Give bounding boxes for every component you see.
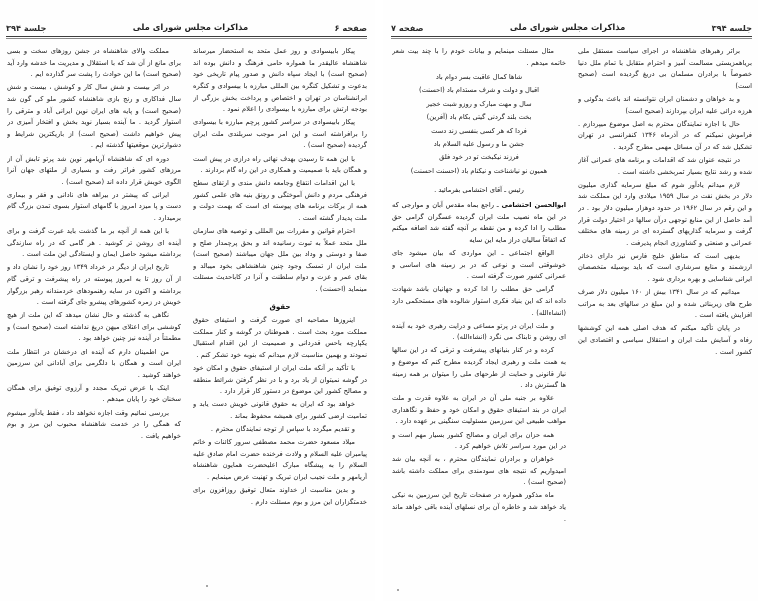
chairman-line: رئیس ـ آقای احتشامی بفرمائید . [434,186,524,195]
left-page-outer-column [578,46,752,594]
body-paragraph: با این اقدامات انتفاع وجامعه دانش مندی و ارتقای سطح فرهنگی مردم و دانش آموختگی و رونق بنیه های علمی کشور همه از برکات برنامه های پیوسته ای است که بهمت دولت و ملت پدیدار گشته است . [193,179,367,222]
verse-line: سال و مهت مبارک و روزو شبت خجیر [426,99,532,108]
body-paragraph: و بد خواهان و دشمنان ایران نتوانسته اند باعث بدگوئی و هرزه درائی علیه ایران بپردازند (صحیح است) [578,95,752,115]
body-paragraph: ایرانی که پیشتر در بیراهه های نادانی و فقر و بیماری دست و پا میزد امروز با گامهای استوار بسوی تمدن بزرگ گام برمیدارد . [7,190,181,222]
body-paragraph: نگاهی به گذشته و حال نشان میدهد که این ملت از هیچ کوششی برای اعتلای میهن دریغ نداشته است (صحیح است) و مطمئناً در آینده نیز چنین خواهد بود . [7,311,181,343]
body-paragraph: بررسی نمائیم وقت اجازه نخواهد داد ، فقط یادآور میشوم که همگی را در خدمت شاهنشاه محبوب این مرز و بوم خواهیم یافت . [7,408,181,440]
left-page-header-rule [391,36,752,37]
body-paragraph: الواقع اجتماعی ـ این مواردی که بیان میشود جای خوشوقتی است و نوعی که در بر زمینه های اساسی و عمرانی کشور صورت گرفته است . [392,249,566,281]
body-paragraph: و ملت ایران در پرتو مساعی و درایت رهبری خود به آینده ای روشن و تابناک می نگرد (انشاءالله) . [392,321,566,342]
right-page-center-title: مذاکرات مجلس شورای ملی [132,22,249,32]
right-page-inner-column [193,46,367,594]
right-page-running-head [6,9,367,35]
right-page-header-rule [6,36,367,37]
body-paragraph: مملکت والای شاهنشاه در جشن روزهای سخت و بسی برای مانع از آن شد که با استقلال و مدیریت ما خدشه وارد آید (صحیح است) ما این حوادث را پشت سر گذارده ایم . [7,47,181,79]
left-page-header-rule-thin [391,38,752,39]
right-page [0,0,375,601]
verse-line: اقبال و دولت و شرف مستدام باد (احسنت) [418,86,540,95]
body-paragraph: مثال مسئلت مینمایم و بیانات خودم را با چند بیت شعر خاتمه میدهم . [392,47,566,67]
body-paragraph: و بدین مناسبت از خداوند متعال توفیق روزافزون برای خدمتگزاران این مرز و بوم مسئلت دارم . [193,485,367,506]
body-paragraph: اینک با عرض تبریک مجدد و آرزوی توفیق برای همگان سخنان خود را پایان میدهم . [7,383,181,404]
body-paragraph: ماه مذکور همواره در صفحات تاریخ این سرزمین به نیکی یاد خواهد شد و خاطره آن برای نسلهای آینده باقی خواهد ماند . [392,491,566,523]
section-heading: حقوق [269,301,291,311]
body-paragraph: اینروزها مصاحبه ای صورت گرفت و استیفای حقوق مملکت مورد بحث است . هموطنان در گوشه و کنار مملکت یکپارچه باحس قدردانی و صمیمیت از این اقدام استقبال نمودند و بهمین مناسبت لازم میدانم که بنوبه خود تشکر کنم . [193,316,367,359]
left-page-running-head [391,9,752,35]
body-paragraph: احترام قوانین و مقررات بین المللی و توصیه های سازمان ملل متحد عملاً به ثبوت رسانیده اند و بحق پرچمدار صلح و صفا و دوستی و وداد بین ملل جهان میباشند (صحیح است) ملت ایران از تمسک وجود چنین شاهنشاهی بخود میبالد و بقای عمر و عزت و دوام سلطنت و آنرا در کاباحدیث مسئلت مینماید (احسنت) . [193,227,367,294]
body-paragraph: علاوه بر جنبه ملی آن در ایران به علاوه قدرت و ملت ایران در بند استیفای حقوق و امکان خود و حفظ و نگاهداری مواهب طبیعی این سرزمین مسئولیت سنگینی بر عهده دارد . [392,394,566,426]
verse-line: جشن ما و رسول علیه السلام باد [433,139,525,148]
body-paragraph: در پایان تأکید میکنم که هدف اصلی همه این کوششها رفاه و آسایش ملت ایران و استقلال سیاسی و اقتصادی این کشور است . [578,324,752,356]
body-paragraph: کرده و در کنار بنیانهای پیشرفت و ترقی که در این سالها به همت ملت و رهبری ایجاد گردیده مطرح کنم که موضوع و نیاز قانونی و حمایت از طرحهای ملی را میتوان بر همه زمینه ها گسترش داد . [392,346,566,390]
body-paragraph: پیکار بابیسوادی در سراسر کشور پرچم مبارزه با بیسوادی را برافراشته است و این امر موجب سربلندی ملت ایران گردیده (صحیح است) . [193,118,367,150]
right-page-number: صفحه ۶ [334,22,367,33]
body-paragraph: خواهران و برادران نمایندگان محترم ، به آنچه بیان شد امیدواریم که نتیجه های سودمندی برای مملکت داشته باشد (صحیح است) . [392,455,566,487]
body-paragraph: من اطمینان دارم که آینده ای درخشان در انتظار ملت ایران است و همگان با دلگرمی برای آبادانی این سرزمین خواهند کوشید . [7,347,181,379]
body-paragraph: گرامی حق مطلب را ادا کرده و جهانیان باشد شهادت داده اند که این بنیاد فکری استوار شالوده های مستحکمی دارد (انشاءالله) . [392,285,566,317]
right-page-outer-column [7,46,181,594]
page-gutter [375,0,383,601]
right-page-header-rule-thin [6,38,367,39]
body-paragraph: براثر رهبرهای شاهنشاه در اجرای سیاست مستقل ملی بریاهمزیستی مسالمت آمیز و احترام متقابل با تمام ملل دنیا خصوصاً با برادران مسلمان بی دریغ گردیده است (صحیح است) [578,47,752,90]
body-paragraph: پیکار بابیسوادی و روز عمل متحد به استحضار میرساند شاهنشاه عالیقدر ما همواره حامی فرهنگ و دانش بوده اند (صحیح است) با ایجاد سپاه دانش و صدور پیام تاریخی خود بدعوت و تشکیل کنگره بین المللی مبارزه با بیسوادی و کنگره ابرانشناسان در تهران و اختصاص و پرداخت بخش بزرگی از بودجه ارتش برای مبارزه با بیسوادی را اعلام نمود . [193,47,367,114]
body-paragraph: با این همه از آنچه بر ما گذشت باید عبرت گرفت و برای آینده ای روشن تر کوشید . هر گامی که در راه سازندگی برداشته میشود حاصل ایمان و ایستادگی این ملت است . [7,227,181,259]
body-paragraph: در اثر بیست و شش سال کار و کوشش ، بیست و شش سال فداکاری و رنج بازی شاهنشاه کشور ملو کی گون شد (صحیح است) و پایه های ایران نوین ایرانی آباد و مترقی را استوار گردید . ما آینده بسیار نوید بخش و افتخار آمیزی در پیش خواهیم داشت (صحیح است) از باریکترین شرایط و دشوارترین موقعیتها گذشته ایم . [7,83,181,150]
left-page [383,0,758,601]
verse-line: شاها کمال عاقبت بسر دوام باد [435,72,523,81]
scan-speck [206,585,208,587]
left-page-number: صفحه ۷ [391,22,424,33]
verse-line: همیون نو نیاشناخت و نیکنام باد (احسنت احسنت) [410,166,548,175]
body-paragraph: لازم میدانم یادآور شوم که مبلغ سرمایه گذاری میلیون دلار در بخش نفت در سال ۱۹۵۹ میلادی وارد این مملکت شد و این رقم در سال ۱۹۶۲ در حدود دوهزار میلیون دلار بود . در آمد حاصل از این منابع توجهی درآن سالها در اختیار دولت قرار گرفت و سرمایه گذاریهای گسترده ای در زمینه های مختلف عمرانی و صنعتی و کشاورزی انجام پذیرفت . [578,180,752,247]
body-paragraph: خواهد بود که ایران به حقوق قانونی خویش دست یابد و تمامیت ارضی کشور برای همیشه محفوظ بماند . [193,400,367,420]
body-paragraph: در نتیجه عنوان شد که اقدامات و برنامه های عمرانی آغاز شده و رشد نتایج بسیار ثمربخشی داشته است . [578,156,752,176]
verse-line: فردا که هر کسی بنفسی زند دست [431,126,527,135]
body-paragraph: میلاد مسعود حضرت محمد مصطفی سرور کائنات و خاتم پیامبران علیه السلام و ولادت فرخنده حضرت امام صادق علیه السلام را به پیشگاه مبارک اعلیحضرت همایون شاهنشاه آریامهر و ملت نجیب ایران تبریک و تهنیت عرض مینمایم . [193,438,367,481]
left-page-center-title: مذاکرات مجلس شورای ملی [509,22,626,32]
left-page-columns [391,46,752,594]
speaker-name: ابوالحسن احتشامی [501,201,566,210]
body-paragraph: و تقدیم میگردد با سپاس از توجه نمایندگان محترم . [210,425,355,433]
left-page-inner-column [392,46,566,594]
scan-speck [397,589,399,591]
right-page-session-label: جلسة ۳۹۴ [6,22,47,33]
body-paragraph: دوره ای که شاهنشاه آریامهر نوین شد پرتو تابش آن از مرزهای کشور فراتر رفت و بسیاری از ملتهای جهان آنرا الگوی خویش قرار داده اند (صحیح است) . [7,154,181,186]
body-paragraph: با این همه تا رسیدن بهدف نهائی راه درازی در پیش است و همگان باید با صمیمیت و همکاری در این راه گام بردارند . [193,154,367,175]
right-page-columns [6,46,367,594]
block-spacer [392,178,566,182]
speaker-paragraph: ابوالحسن احتشامی ـ راجع بماه مقدس آبان و موارجی که در این ماه نصیب ملت ایران گردیده عسگران گرامی حق مطلب را ادا کرده و من نقطه بر آنچه گفته شد اضافه میکنم که اتفاقاً سالیان دراز مایه این سایه [392,201,566,244]
body-paragraph: بدیهی است که مناطق خلیج فارس نیز دارای ذخائر ارزشمند و منابع سرشاری است که باید بوسیله متخصصان ایرانی شناسایی و بهره برداری شود . [578,251,752,283]
body-paragraph: تاریخ ایران از دیگر در خرداد ۱۳۴۹ روز خود را نشان داد و از آن روز تا به امروز پیوسته در راه پیشرفت و ترقی گام برداشته و اکنون در سایه رهنمودهای خردمندانه رهبر بزرگوار خویش در زمره کشورهای پیشرو جای گرفته است . [7,263,181,307]
left-page-session-label: جلسه ۳۹۴ [711,22,752,33]
verse-line: بخت بلند گردنی گیتی بکام باد (آفرین) [426,113,532,122]
verse-line: فرزند نیکبخت تو در خود فلق [439,153,519,162]
body-paragraph: همه حزان برای ایران و مصالح کشور بسیار مهم است و در این مورد سراسر تلاش خواهیم کرد . [392,430,566,451]
body-paragraph: با تأکید بر آنکه ملت ایران از استیفای حقوق و امکان خود در گوشه نمیتوان از یاد برد و با در نظر گرفتن شرائط منطقه و مصالح کشور این موضوع در دستور کار قرار دارد . [193,364,367,396]
body-paragraph: حال با اجازه نمایندگان محترم به اصل موضوع میپردازم . فراموش نمیکنم که در آذرماه ۱۳۴۶ کنفرانسی در تهران تشکیل شد که در آن مسائل مهمی مطرح گردید . [578,119,752,151]
body-paragraph: میدانیم که در سال ۱۳۴۱ بیش از ۱۶۰ میلیون دلار صرف طرح های زیربنائی شده و این مبلغ در سالهای بعد به مراتب افزایش یافته است . [578,288,752,320]
